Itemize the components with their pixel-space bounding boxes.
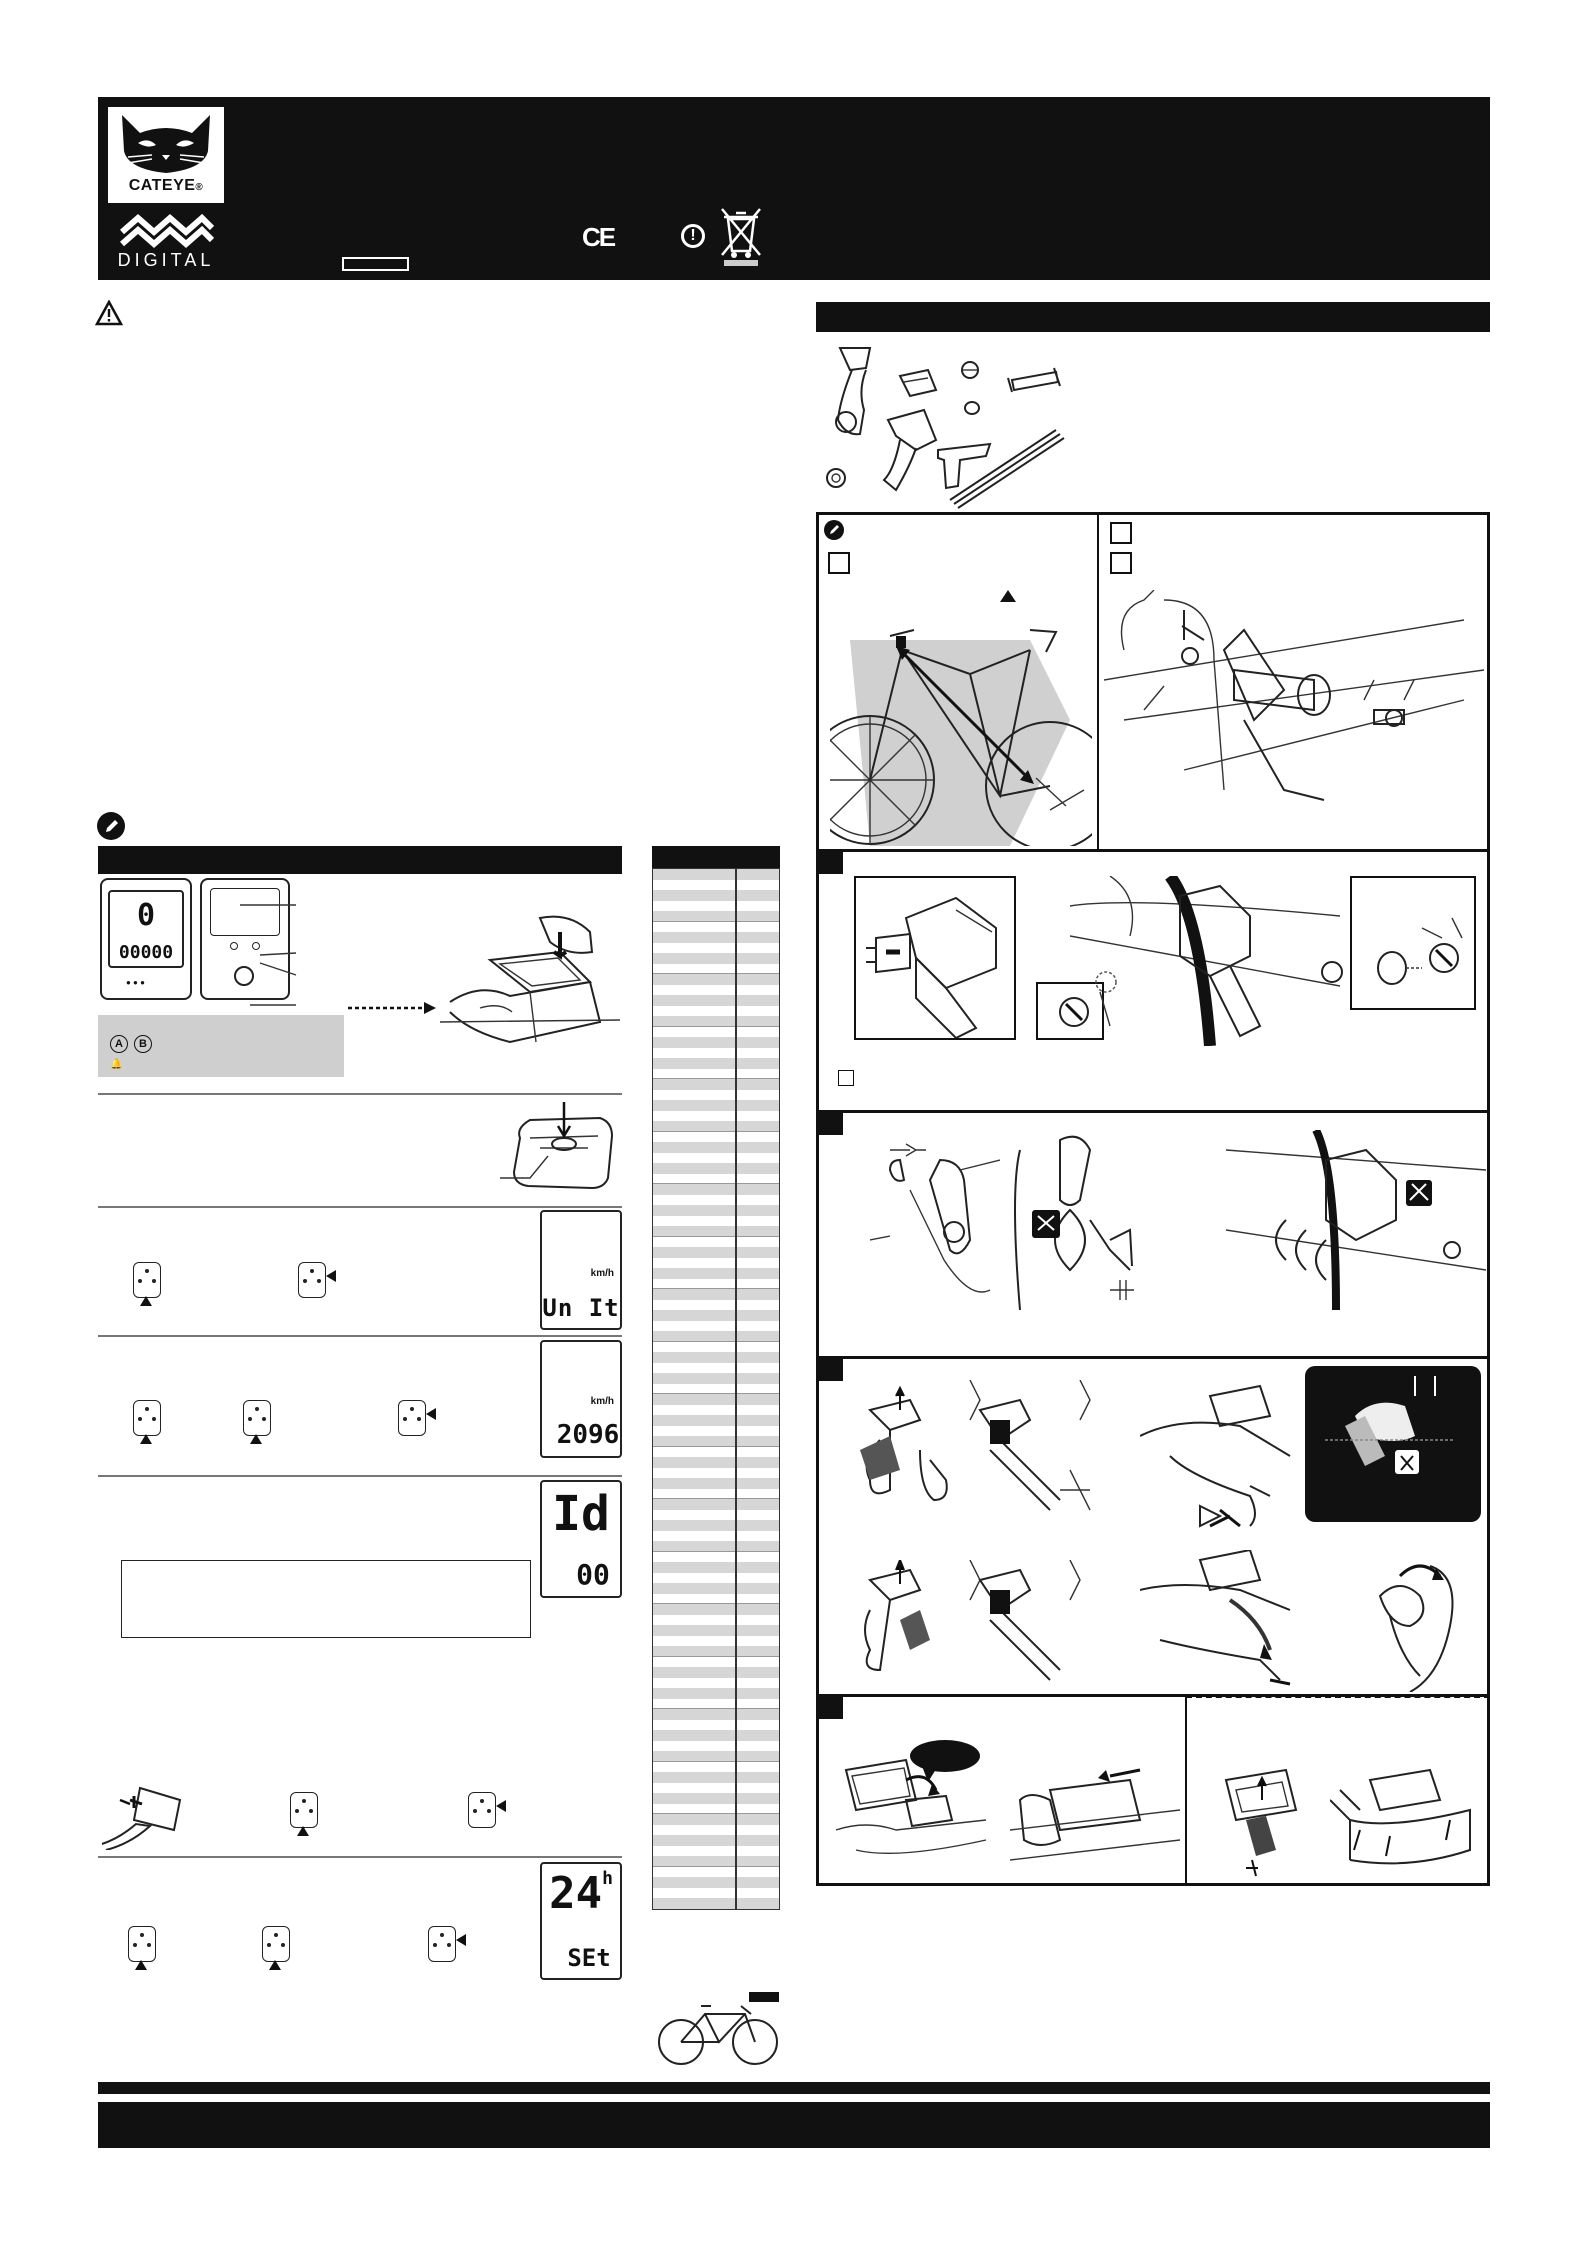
install-top-divider xyxy=(1097,515,1099,849)
lcd-id-bottom: 00 xyxy=(576,1558,610,1591)
frame-sensor-drawing xyxy=(1070,876,1340,1046)
tire-table-row xyxy=(653,1016,779,1027)
tire-table-row xyxy=(653,1688,779,1699)
button-legend-panel xyxy=(98,1015,344,1077)
cable-tie-drawing xyxy=(1226,1130,1486,1310)
install-vdivider xyxy=(1185,1697,1187,1883)
press-arrow-7 xyxy=(496,1800,506,1812)
bracket-assembly-drawing-2 xyxy=(850,1560,1150,1690)
tire-table-row xyxy=(653,1331,779,1342)
button-icon-10 xyxy=(428,1926,456,1962)
install-dashed-line xyxy=(1186,1696,1490,1698)
callout-lines xyxy=(240,895,300,1015)
tire-table-row xyxy=(653,1531,779,1542)
alert-icon: ! xyxy=(681,224,705,248)
tire-table-row xyxy=(653,1132,779,1143)
sensor-press-drawing xyxy=(100,1780,190,1850)
tire-table-row xyxy=(653,1814,779,1825)
sensor-reset-drawing xyxy=(500,1098,624,1198)
click-speech-bubble xyxy=(910,1740,980,1772)
tire-table-row xyxy=(653,1058,779,1069)
button-icon-1 xyxy=(133,1262,161,1298)
tire-table-row xyxy=(653,1730,779,1741)
tire-table-row xyxy=(653,1856,779,1867)
tire-table-row xyxy=(653,1678,779,1689)
tire-table-row xyxy=(653,1216,779,1227)
tire-table-row xyxy=(653,1352,779,1363)
bracket-remove-drawing-2 xyxy=(1330,1760,1480,1880)
tire-table-row xyxy=(653,1321,779,1332)
lcd-tire-value: 2096 xyxy=(556,1420,620,1450)
tire-table-row xyxy=(653,1268,779,1279)
tire-table-row xyxy=(653,1373,779,1384)
tire-table-row xyxy=(653,1646,779,1657)
tire-table-row xyxy=(653,1636,779,1647)
click-bubble-tail xyxy=(922,1766,938,1782)
footer-thin-bar xyxy=(98,2082,1490,2094)
bracket-mount-drawing-2 xyxy=(1140,1550,1340,1690)
triangle-marker xyxy=(1000,590,1016,602)
note-icon-small xyxy=(824,520,844,540)
tire-table xyxy=(652,868,780,1910)
tire-table-row xyxy=(653,1069,779,1080)
bracket-remove-drawing-1 xyxy=(1206,1760,1326,1880)
tire-table-row xyxy=(653,1394,779,1405)
press-arrow-4 xyxy=(250,1434,262,1444)
button-icon-6 xyxy=(290,1792,318,1828)
tire-table-row xyxy=(653,1279,779,1290)
press-arrow-10 xyxy=(456,1934,466,1946)
tire-table-row xyxy=(653,1415,779,1426)
digital-logo xyxy=(108,210,224,272)
checkbox-4 xyxy=(838,1070,854,1086)
tire-table-row xyxy=(653,1100,779,1111)
tire-table-row xyxy=(653,1184,779,1195)
button-icon-2 xyxy=(298,1262,326,1298)
bicycle-icon xyxy=(655,1992,783,2068)
button-icon-4 xyxy=(243,1400,271,1436)
sensor-zoom-drawing xyxy=(856,878,1014,1038)
lcd-id-screen xyxy=(540,1480,622,1598)
tire-table-row xyxy=(653,1457,779,1468)
tire-table-row xyxy=(653,1741,779,1752)
dial-turn-zoom xyxy=(1340,1536,1486,1692)
bracket-press-drawing xyxy=(440,912,620,1052)
tire-table-row xyxy=(653,1699,779,1710)
tire-table-row xyxy=(653,1804,779,1815)
tire-table-row xyxy=(653,1877,779,1888)
dotted-arrow xyxy=(348,998,438,1018)
parts-section-header xyxy=(816,302,1490,332)
tire-table-row xyxy=(653,1541,779,1552)
tire-table-row xyxy=(653,890,779,901)
divider-4 xyxy=(98,1475,622,1477)
operation-section-header xyxy=(98,846,622,874)
tire-table-row xyxy=(653,1573,779,1584)
lcd-clock-bottom: SEt xyxy=(567,1944,611,1972)
step-label-3 xyxy=(819,1359,843,1381)
tire-table-row xyxy=(653,1426,779,1437)
button-b-badge: B xyxy=(134,1035,152,1053)
press-arrow-2 xyxy=(326,1270,336,1282)
checkbox-3 xyxy=(1110,552,1132,574)
tire-table-row xyxy=(653,1289,779,1300)
bike-distance-drawing xyxy=(830,610,1092,846)
tire-table-row xyxy=(653,1142,779,1153)
tire-table-row xyxy=(653,1720,779,1731)
button-icon-5 xyxy=(398,1400,426,1436)
step-label-1 xyxy=(819,852,843,874)
tire-table-row xyxy=(653,1520,779,1531)
pencil-note-icon xyxy=(97,812,125,840)
tire-table-row xyxy=(653,1583,779,1594)
divider-1 xyxy=(98,1093,622,1095)
tire-table-row xyxy=(653,1867,779,1878)
dial-zoom-panel xyxy=(1305,1366,1481,1522)
tire-table-row xyxy=(653,1846,779,1857)
lcd-unit-text: Un It xyxy=(542,1294,620,1322)
bracket-mount-drawing-1 xyxy=(1140,1376,1300,1546)
checkbox-2 xyxy=(1110,522,1132,544)
tire-table-row xyxy=(653,1552,779,1563)
tire-table-row xyxy=(653,1594,779,1605)
tire-table-row xyxy=(653,869,779,880)
cat-logo xyxy=(108,107,224,177)
checkbox-1 xyxy=(828,552,850,574)
install-hline-2 xyxy=(816,1110,1490,1113)
tire-table-row xyxy=(653,1342,779,1353)
bracket-assembly-drawing-1 xyxy=(850,1380,1170,1520)
tire-table-row xyxy=(653,1835,779,1846)
tire-table-row xyxy=(653,964,779,975)
tire-table-row xyxy=(653,1205,779,1216)
brand-name: CATEYE xyxy=(128,177,196,194)
tire-table-row xyxy=(653,1226,779,1237)
tire-table-row xyxy=(653,1447,779,1458)
tire-table-row xyxy=(653,1384,779,1395)
digital-label: DIGITAL xyxy=(117,250,215,270)
tire-table-row xyxy=(653,1048,779,1059)
tire-table-row xyxy=(653,911,779,922)
button-icon-3 xyxy=(133,1400,161,1436)
tire-table-row xyxy=(653,1667,779,1678)
tire-table-row xyxy=(653,985,779,996)
step-label-4 xyxy=(819,1697,843,1719)
tire-table-row xyxy=(653,1888,779,1899)
magnet-tighten-drawing xyxy=(1010,1130,1180,1310)
parts-list-drawing xyxy=(820,340,1070,510)
tire-table-row xyxy=(653,1247,779,1258)
id-note-box xyxy=(121,1560,531,1638)
tire-table-row xyxy=(653,922,779,933)
tire-table-row xyxy=(653,995,779,1006)
button-icon-8 xyxy=(128,1926,156,1962)
button-icon-9 xyxy=(262,1926,290,1962)
tire-table-row xyxy=(653,1709,779,1720)
tire-table-row xyxy=(653,880,779,891)
tire-table-row xyxy=(653,1121,779,1132)
tire-table-row xyxy=(653,1405,779,1416)
lcd-tire-unit: km/h xyxy=(590,1396,614,1407)
tire-table-row xyxy=(653,1153,779,1164)
warning-icon xyxy=(95,300,123,326)
tire-table-row xyxy=(653,1079,779,1090)
tire-table-row xyxy=(653,1762,779,1773)
button-a-badge: A xyxy=(110,1035,128,1053)
tire-table-row xyxy=(653,1793,779,1804)
bell-icon: 🔔 xyxy=(110,1059,123,1070)
footer-bar xyxy=(98,2102,1490,2148)
divider-3 xyxy=(98,1335,622,1337)
ce-mark: CE xyxy=(582,222,615,252)
tire-table-row xyxy=(653,1027,779,1038)
sensor-position-drawing xyxy=(1104,590,1484,846)
tire-table-row xyxy=(653,1510,779,1521)
wave-icon xyxy=(108,210,224,250)
tire-table-row xyxy=(653,1499,779,1510)
tire-table-row xyxy=(653,1237,779,1248)
header-outline-box xyxy=(342,257,409,271)
tire-table-row xyxy=(653,1898,779,1909)
tire-table-row xyxy=(653,974,779,985)
press-arrow-3 xyxy=(140,1434,152,1444)
tire-table-row xyxy=(653,1478,779,1489)
weee-bin-icon xyxy=(716,205,766,267)
computer-front-drawing: 0 00000 ● ● ● xyxy=(100,878,192,1000)
tire-table-row xyxy=(653,1174,779,1185)
tire-table-row xyxy=(653,901,779,912)
tire-table-row xyxy=(653,1111,779,1122)
tire-table-row xyxy=(653,1037,779,1048)
tire-table-row xyxy=(653,1562,779,1573)
tire-table-row xyxy=(653,1783,779,1794)
tire-table-header xyxy=(652,846,780,868)
magnet-spoke-drawing xyxy=(870,1120,1000,1300)
tire-table-row xyxy=(653,1825,779,1836)
tire-table-row xyxy=(653,1363,779,1374)
tire-table-row xyxy=(653,943,779,954)
button-icon-7 xyxy=(468,1792,496,1828)
tire-table-row xyxy=(653,1258,779,1269)
tire-table-row xyxy=(653,1300,779,1311)
tire-table-row xyxy=(653,1657,779,1668)
press-arrow-1 xyxy=(140,1296,152,1306)
tire-table-row xyxy=(653,1006,779,1017)
screw-assembly-drawing xyxy=(1352,878,1474,1008)
tire-table-row xyxy=(653,1163,779,1174)
lcd-clock-suffix: h xyxy=(602,1868,613,1889)
tire-table-row xyxy=(653,1751,779,1762)
registered-mark: ® xyxy=(195,182,204,193)
header-bar xyxy=(98,97,1490,280)
sensor-mark-drawing xyxy=(1316,956,1356,986)
press-arrow-8 xyxy=(135,1960,147,1970)
tire-table-row xyxy=(653,1195,779,1206)
tire-table-row xyxy=(653,1090,779,1101)
tire-table-row xyxy=(653,1310,779,1321)
lcd-clock-screen xyxy=(540,1862,622,1980)
divider-2 xyxy=(98,1206,622,1208)
tire-table-row xyxy=(653,1604,779,1615)
tire-table-row xyxy=(653,953,779,964)
divider-5 xyxy=(98,1856,622,1858)
lcd-tire-screen xyxy=(540,1340,622,1458)
tire-table-row xyxy=(653,1615,779,1626)
tire-table-row xyxy=(653,932,779,943)
lcd-unit-screen xyxy=(540,1210,622,1330)
tire-table-row xyxy=(653,1625,779,1636)
press-arrow-5 xyxy=(426,1408,436,1420)
lcd-id-top: Id xyxy=(552,1486,610,1542)
install-hline-3 xyxy=(816,1356,1490,1359)
tire-table-row xyxy=(653,1436,779,1447)
lcd-clock-value: 24 xyxy=(549,1868,603,1919)
cateye-logo xyxy=(108,107,224,203)
press-arrow-9 xyxy=(269,1960,281,1970)
tire-table-row xyxy=(653,1489,779,1500)
computer-slide-drawing xyxy=(1010,1740,1180,1880)
press-arrow-6 xyxy=(297,1826,309,1836)
install-hline-1 xyxy=(816,849,1490,852)
tire-table-row xyxy=(653,1772,779,1783)
tire-table-row xyxy=(653,1468,779,1479)
step-label-2 xyxy=(819,1113,843,1135)
lcd-unit-label: km/h xyxy=(590,1268,614,1279)
